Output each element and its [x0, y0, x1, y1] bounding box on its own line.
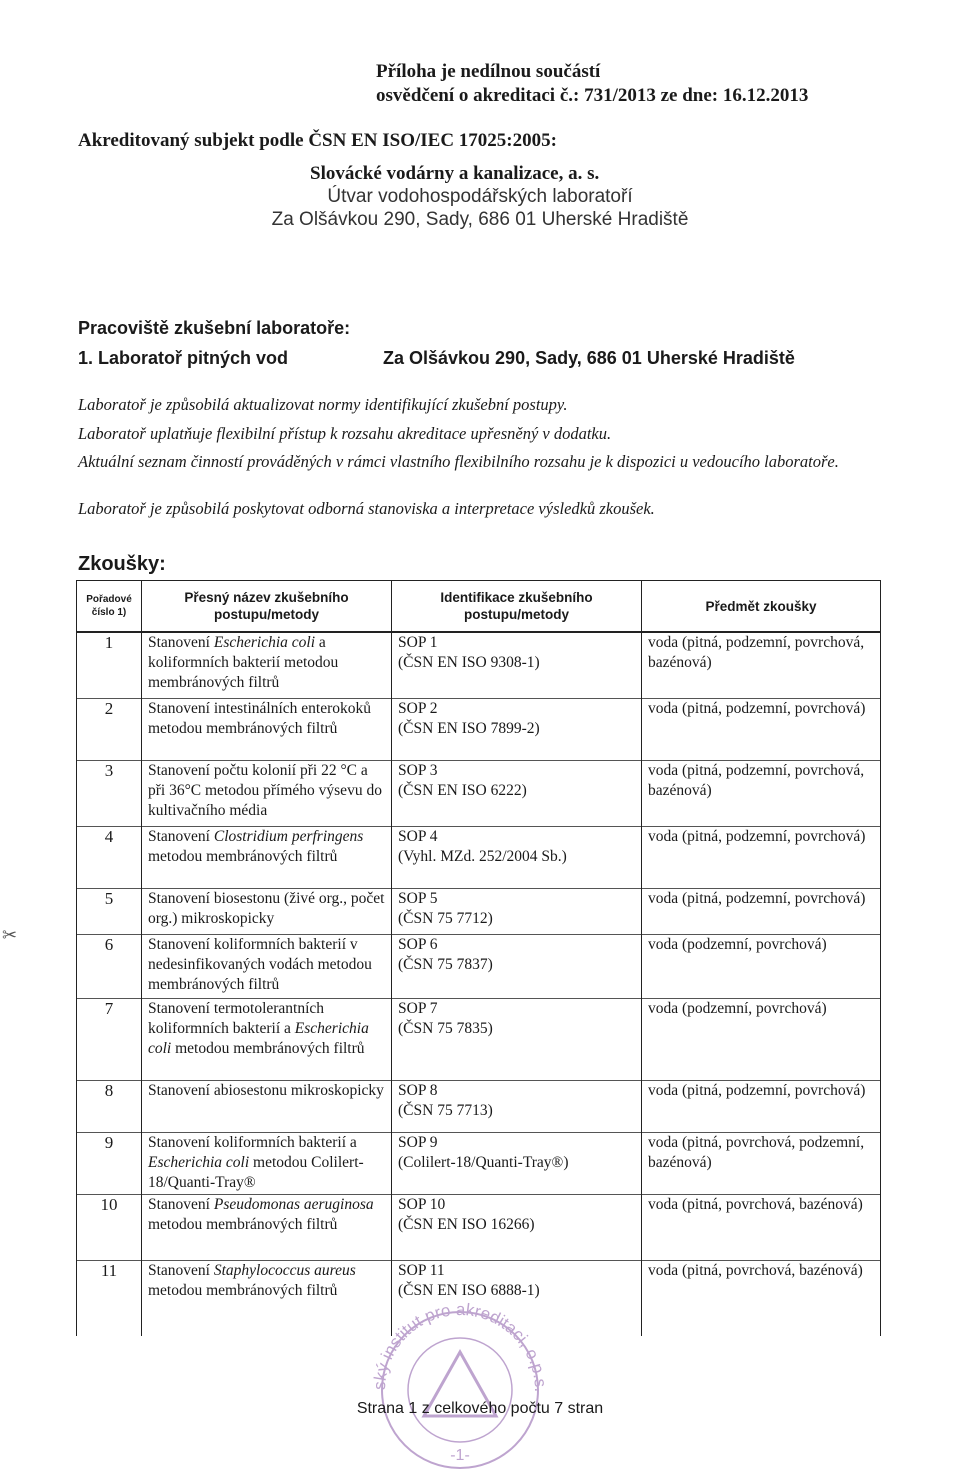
- method-identification-cell: [392, 998, 642, 1080]
- company-name: Slovácké vodárny a kanalizace, a. s.: [310, 163, 600, 184]
- method-identification-cell: [392, 934, 642, 998]
- table-row: [77, 998, 881, 1080]
- method-name-cell: [142, 1080, 392, 1132]
- sop-code: SOP 4: [398, 827, 438, 845]
- company-department: Útvar vodohospodářských laboratoří: [327, 186, 633, 207]
- test-subject-cell: voda (pitná, podzemní, povrchová, bazénová): [642, 760, 881, 826]
- test-subject-cell: voda (pitná, povrchová, bazénová): [642, 1194, 881, 1260]
- company-address: Za Olšávkou 290, Sady, 686 01 Uherské Hradiště: [271, 209, 689, 230]
- stamp-seal-icon: [360, 1280, 560, 1470]
- standard-reference: (ČSN EN ISO 6888-1): [398, 1281, 540, 1299]
- standard-reference: (ČSN 75 7713): [398, 1101, 493, 1119]
- table-row: [77, 826, 881, 888]
- standard-reference: (ČSN 75 7712): [398, 909, 493, 927]
- tests-heading: Zkoušky:: [78, 553, 166, 575]
- lab-address: Za Olšávkou 290, Sady, 686 01 Uherské Hradiště: [383, 348, 795, 368]
- standard-reference: (ČSN EN ISO 7899-2): [398, 719, 540, 737]
- method-text-cont: metodou Colilert-18/Quanti-Tray®: [148, 1153, 364, 1191]
- organism-name: Pseudomonas aeruginosa: [213, 1195, 374, 1213]
- method-identification-cell: [392, 760, 642, 826]
- table-header-row: [77, 581, 881, 633]
- note-4: Laboratoř je způsobilá poskytovat odborná stanoviska a interpretace výsledků zkoušek.: [78, 499, 655, 518]
- method-text: Stanovení termotolerantních koliformních bakterií a: [148, 999, 325, 1037]
- method-text-cont: metodou membránových filtrů: [148, 1281, 338, 1299]
- row-number: 10: [77, 1194, 142, 1260]
- test-subject-cell: voda (pitná, podzemní, povrchová): [642, 1080, 881, 1132]
- method-identification-cell: [392, 1132, 642, 1194]
- test-subject-cell: voda (podzemní, povrchová): [642, 934, 881, 998]
- test-subject-cell: voda (pitná, povrchová, bazénová): [642, 1260, 881, 1336]
- method-text: Stanovení koliformních bakterií v nedesinfikovaných vodách metodou membránových filtrů: [148, 935, 372, 993]
- note-1: Laboratoř je způsobilá aktualizovat normy identifikující zkušební postupy.: [78, 395, 568, 414]
- header-test-subject: Předmět zkoušky: [642, 581, 881, 633]
- standard-reference: (Colilert-18/Quanti-Tray®): [398, 1153, 569, 1171]
- sop-code: SOP 1: [398, 634, 438, 651]
- tests-table: [76, 580, 881, 1336]
- sop-code: SOP 8: [398, 1081, 438, 1099]
- accredited-subject-heading: Akreditovaný subjekt podle ČSN EN ISO/IEC 17025:2005:: [78, 130, 557, 151]
- test-subject-cell: voda (pitná, podzemní, povrchová): [642, 826, 881, 888]
- header-order-number: Pořadové číslo 1): [77, 581, 142, 633]
- row-number: 2: [77, 698, 142, 760]
- method-name-cell: [142, 934, 392, 998]
- row-number: 11: [77, 1260, 142, 1336]
- method-identification-cell: [392, 1080, 642, 1132]
- workplace-heading: Pracoviště zkušební laboratoře:: [78, 318, 351, 338]
- note-3: Aktuální seznam činností prováděných v rámci vlastního flexibilního rozsahu je k dispozici u vedoucího laboratoře.: [78, 452, 839, 471]
- organism-name: Escherichia coli: [213, 634, 316, 651]
- table-row: [77, 1132, 881, 1194]
- method-text-cont: a koliformních bakterií metodou membránových filtrů: [148, 634, 339, 691]
- table-row: [77, 760, 881, 826]
- method-text-cont: metodou membránových filtrů: [171, 1039, 365, 1057]
- method-name-cell: [142, 1132, 392, 1194]
- method-text: Stanovení: [148, 1261, 214, 1279]
- method-name-cell: [142, 1260, 392, 1336]
- standard-reference: (ČSN EN ISO 6222): [398, 781, 527, 799]
- row-number: 8: [77, 1080, 142, 1132]
- organism-name: Staphylococcus aureus: [213, 1261, 356, 1279]
- organism-name: Escherichia coli: [148, 1153, 250, 1171]
- method-name-cell: [142, 998, 392, 1080]
- row-number: 6: [77, 934, 142, 998]
- method-name-cell: [142, 888, 392, 934]
- method-text: Stanovení: [148, 827, 214, 845]
- attachment-header-line2: osvědčení o akreditaci č.: 731/2013 ze dne: 16.12.2013: [376, 85, 809, 106]
- method-text: Stanovení intestinálních enterokoků metodou membránových filtrů: [148, 699, 371, 737]
- method-text-cont: metodou membránových filtrů: [148, 847, 338, 865]
- stamp-number: -1-: [450, 1447, 470, 1464]
- standard-reference: (ČSN EN ISO 9308-1): [398, 654, 540, 671]
- sop-code: SOP 6: [398, 935, 438, 953]
- table-row: [77, 632, 881, 698]
- method-name-cell: [142, 632, 392, 698]
- method-identification-cell: [392, 698, 642, 760]
- table-row: [77, 888, 881, 934]
- method-text: Stanovení počtu kolonií při 22 °C a při 36°C metodou přímého výsevu do kultivačního média: [148, 761, 382, 819]
- row-number: 3: [77, 760, 142, 826]
- test-subject-cell: voda (pitná, povrchová, podzemní, bazénová): [642, 1132, 881, 1194]
- lab-name: 1. Laboratoř pitných vod: [78, 348, 289, 368]
- method-name-cell: [142, 1194, 392, 1260]
- row-number: 1: [77, 632, 142, 698]
- method-text-cont: metodou membránových filtrů: [148, 1215, 338, 1233]
- table-row: [77, 1194, 881, 1260]
- test-subject-cell: voda (pitná, podzemní, povrchová): [642, 888, 881, 934]
- attachment-header: [376, 60, 808, 108]
- attachment-header-line1: Příloha je nedílnou součástí: [376, 61, 601, 82]
- test-subject-cell: voda (podzemní, povrchová): [642, 998, 881, 1080]
- stamp-arc-text: ský institut pro akreditaci, o.p.s.: [369, 1299, 551, 1393]
- header-method-identification: Identifikace zkušebního postupu/metody: [392, 581, 642, 633]
- method-identification-cell: [392, 1194, 642, 1260]
- sop-code: SOP 2: [398, 699, 438, 717]
- test-subject-cell: voda (pitná, podzemní, povrchová): [642, 698, 881, 760]
- sop-code: SOP 9: [398, 1133, 438, 1151]
- method-text: Stanovení biosestonu (živé org., počet org.) mikroskopicky: [148, 889, 385, 927]
- organism-name: Escherichia coli: [148, 1019, 369, 1057]
- sop-code: SOP 11: [398, 1261, 445, 1279]
- method-name-cell: [142, 698, 392, 760]
- row-number: 7: [77, 998, 142, 1080]
- method-text: Stanovení: [148, 1195, 214, 1213]
- table-row: [77, 934, 881, 998]
- sop-code: SOP 10: [398, 1195, 446, 1213]
- row-number: 4: [77, 826, 142, 888]
- method-identification-cell: [392, 632, 642, 698]
- sop-code: SOP 3: [398, 761, 438, 779]
- table-row: [77, 698, 881, 760]
- note-2: Laboratoř uplatňuje flexibilní přístup k rozsahu akreditace upřesněný v dodatku.: [78, 424, 612, 443]
- method-text: Stanovení: [148, 634, 214, 651]
- scan-mark-icon: ✂: [2, 925, 18, 945]
- sop-code: SOP 7: [398, 999, 438, 1017]
- accreditation-stamp: [360, 1280, 560, 1475]
- standard-reference: (Vyhl. MZd. 252/2004 Sb.): [398, 847, 567, 865]
- method-identification-cell: [392, 826, 642, 888]
- page-footer: Strana 1 z celkového počtu 7 stran: [356, 1400, 604, 1417]
- test-subject-cell: voda (pitná, podzemní, povrchová, bazénová): [642, 632, 881, 698]
- header-method-name: Přesný název zkušebního postupu/metody: [142, 581, 392, 633]
- sop-code: SOP 5: [398, 889, 438, 907]
- method-identification-cell: [392, 888, 642, 934]
- standard-reference: (ČSN 75 7835): [398, 1019, 493, 1037]
- row-number: 5: [77, 888, 142, 934]
- standard-reference: (ČSN 75 7837): [398, 955, 493, 973]
- method-text: Stanovení abiosestonu mikroskopicky: [148, 1081, 384, 1099]
- row-number: 9: [77, 1132, 142, 1194]
- table-row: [77, 1080, 881, 1132]
- organism-name: Clostridium perfringens: [213, 827, 364, 845]
- method-text: Stanovení koliformních bakterií a: [148, 1133, 357, 1151]
- method-name-cell: [142, 760, 392, 826]
- method-name-cell: [142, 826, 392, 888]
- standard-reference: (ČSN EN ISO 16266): [398, 1215, 535, 1233]
